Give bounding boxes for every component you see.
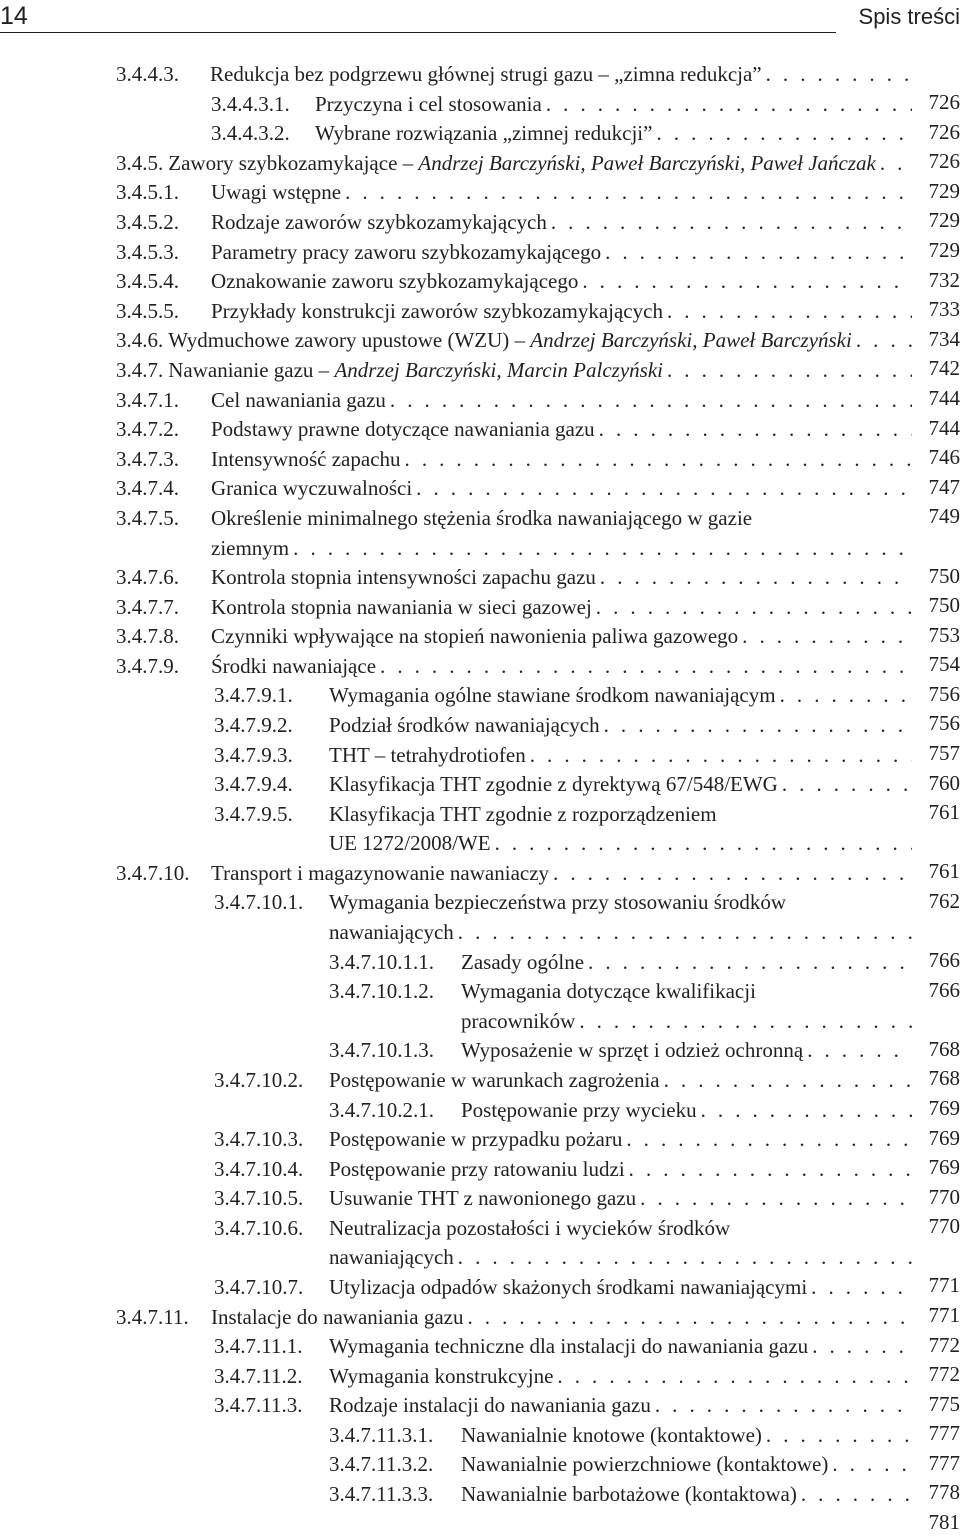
toc-entry-title-text: Postępowanie w warunkach zagrożenia	[329, 1068, 660, 1092]
toc-entry-page: 781	[928, 1510, 960, 1534]
toc-entry-title	[211, 386, 386, 414]
toc-entry-title-text: Postępowanie w przypadku pożaru	[329, 1127, 623, 1151]
dot-leader	[463, 1303, 912, 1331]
toc-entry-page: 749	[928, 504, 960, 528]
toc-entry-title-text: Granica wyczuwalności	[211, 476, 413, 500]
toc-entry-title-text: Wydmuchowe zawory upustowe (WZU) –	[168, 328, 531, 352]
toc-entry-title-text: Wybrane rozwiązania „zimnej redukcji”	[315, 121, 653, 145]
toc-entry-number: 3.4.7.10.6.	[214, 1216, 304, 1240]
toc-entry-title	[211, 474, 412, 502]
toc-entry-number: 3.4.7.10.1.3.	[329, 1038, 434, 1062]
dot-leader	[595, 415, 912, 443]
toc-entry-title	[329, 800, 717, 828]
toc-entry-title	[329, 741, 526, 769]
toc-entry-page: 777	[928, 1451, 960, 1475]
toc-entry-title	[329, 918, 454, 946]
toc-entry-number: 3.4.7.3.	[116, 447, 179, 471]
toc-entry-number: 3.4.7.10.4.	[214, 1157, 304, 1181]
toc-entry-number: 3.4.7.11.3.1.	[329, 1423, 434, 1447]
toc-entry-title	[461, 977, 756, 1005]
toc-entry-number: 3.4.7.9.	[116, 654, 179, 678]
toc-entry-number: 3.4.7.10.5.	[214, 1186, 304, 1210]
toc-entry-page: 772	[928, 1333, 960, 1357]
toc-entry	[116, 504, 960, 532]
dot-leader	[584, 948, 912, 976]
toc-entry-title	[211, 1303, 463, 1331]
toc-entry-title	[210, 60, 762, 88]
toc-entry-page: 754	[928, 652, 960, 676]
dot-leader	[578, 267, 912, 295]
toc-entry-title-text: Nawanialnie powierzchniowe (kontaktowe)	[461, 1452, 829, 1476]
toc-entry-author: Andrzej Barczyński, Paweł Barczyński	[530, 328, 852, 352]
toc-entry-title-text: Klasyfikacja THT zgodnie z dyrektywą 67/548/EWG	[329, 772, 778, 796]
toc-entry-title-text: Nawanialnie knotowe (kontaktowe)	[461, 1423, 762, 1447]
toc-entry-title	[211, 622, 738, 650]
toc-entry-number: 3.4.7.	[116, 358, 164, 382]
toc-entry-number: 3.4.7.10.1.1.	[329, 950, 434, 974]
toc-entry-title	[329, 1125, 622, 1153]
toc-entry-title	[211, 238, 601, 266]
toc-entry-title-text: Przyczyna i cel stosowania	[315, 92, 542, 116]
toc-entry-title-text: Nawanialnie barbotażowe (kontaktowa)	[461, 1482, 797, 1506]
toc-entry-title-text: Środki nawaniające	[211, 654, 377, 678]
toc-entry-title	[329, 681, 776, 709]
toc-entry-number: 3.4.7.11.1.	[214, 1334, 303, 1358]
toc-entry-number: 3.4.5.	[116, 151, 164, 175]
toc-entry-title-text: Przykłady konstrukcji zaworów szybkozamykających	[211, 299, 663, 323]
toc-entry-title	[168, 149, 876, 177]
toc-entry-page: 744	[928, 386, 960, 410]
dot-leader	[454, 1243, 912, 1271]
toc-entry-number: 3.4.7.11.3.3.	[329, 1482, 434, 1506]
dot-leader	[596, 563, 912, 591]
toc-entry-number: 3.4.7.9.2.	[214, 713, 293, 737]
toc-entry-number: 3.4.5.2.	[116, 210, 179, 234]
toc-entry-title-text: Rodzaje instalacji do nawaniania gazu	[329, 1393, 651, 1417]
dot-leader	[625, 1155, 912, 1183]
dot-leader	[575, 1007, 912, 1035]
dot-leader	[401, 445, 912, 473]
toc-entry-page: 726	[928, 149, 960, 173]
toc-entry-title	[329, 1243, 454, 1271]
toc-entry-title	[329, 1332, 808, 1360]
toc-entry-title-text: Transport i magazynowanie nawaniaczy	[211, 861, 550, 885]
toc-entry-title	[329, 1391, 651, 1419]
toc-entry-title-text: Kontrola stopnia nawaniania w sieci gazowej	[211, 595, 592, 619]
toc-entry-number: 3.4.7.11.2.	[214, 1364, 303, 1388]
toc-entry-number: 3.4.7.5.	[116, 506, 179, 530]
toc-entry-page: 750	[928, 564, 960, 588]
toc-entry-page: 768	[928, 1066, 960, 1090]
toc-entry-page: 760	[928, 771, 960, 795]
dot-leader	[549, 859, 912, 887]
toc-entry-page: 766	[928, 978, 960, 1002]
toc-entry-number: 3.4.7.11.3.	[214, 1393, 303, 1417]
toc-entry-page: 726	[928, 120, 960, 144]
toc-entry-title	[168, 326, 852, 354]
dot-leader	[663, 356, 912, 384]
toc-entry-page: 729	[928, 179, 960, 203]
dot-leader	[341, 178, 912, 206]
toc-entry-title	[461, 1007, 575, 1035]
toc-entry	[214, 800, 960, 828]
toc-entry-number: 3.4.7.9.5.	[214, 802, 293, 826]
toc-entry-title-text: Wymagania techniczne dla instalacji do nawaniania gazu	[329, 1334, 809, 1358]
toc-entry-number: 3.4.5.5.	[116, 299, 179, 323]
toc-entry-title-text: Redukcja bez podgrzewu głównej strugi gazu – „zimna redukcja”	[210, 62, 762, 86]
toc-entry-title	[329, 1214, 730, 1242]
toc-entry-title	[329, 888, 786, 916]
dot-leader	[289, 534, 912, 562]
toc-entry-page: 769	[928, 1096, 960, 1120]
toc-entry-title-text: Wymagania bezpieczeństwa przy stosowaniu środków	[329, 890, 787, 914]
toc-entry-page: 732	[928, 268, 960, 292]
toc-entry-page: 734	[928, 327, 960, 351]
toc-entry-page: 747	[928, 475, 960, 499]
toc-entry-page: 756	[928, 711, 960, 735]
toc-entry-title-text: Cel nawaniania gazu	[211, 388, 386, 412]
toc-entry-title-text: Nawanianie gazu –	[168, 358, 335, 382]
toc-entry-title	[211, 504, 752, 532]
toc-entry-title-text: nawaniających	[329, 1245, 454, 1269]
toc-entry-title	[329, 770, 778, 798]
dot-leader	[454, 918, 912, 946]
toc-entry-number: 3.4.7.7.	[116, 595, 179, 619]
toc-entry-title	[211, 208, 547, 236]
toc-entry-number: 3.4.5.1.	[116, 180, 179, 204]
toc-entry-title-text: Utylizacja odpadów skażonych środkami nawaniającymi	[329, 1275, 808, 1299]
toc-entry-title-text: Postępowanie przy ratowaniu ludzi	[329, 1157, 625, 1181]
toc-entry-page: 772	[928, 1362, 960, 1386]
toc-entry-page: 750	[928, 593, 960, 617]
toc-entry-page: 746	[928, 445, 960, 469]
toc-entry-title-text: THT – tetrahydrotiofen	[329, 743, 526, 767]
toc-entry-title-text: ziemnym	[211, 536, 290, 560]
toc-entry-title-text: Podział środków nawaniających	[329, 713, 600, 737]
toc-entry-title	[315, 90, 542, 118]
dot-leader	[660, 1066, 912, 1094]
toc-entry-title	[211, 415, 595, 443]
dot-leader	[553, 1362, 912, 1390]
toc-entry-title	[461, 1480, 797, 1508]
toc-entry-number: 3.4.7.10.2.	[214, 1068, 304, 1092]
toc-entry-title	[211, 297, 663, 325]
toc-entry-title-text: Instalacje do nawaniania gazu	[211, 1305, 464, 1329]
toc-entry-number: 3.4.4.3.2.	[211, 121, 290, 145]
dot-leader	[762, 60, 912, 88]
toc-entry-title-text: Klasyfikacja THT zgodnie z rozporządzeniem	[329, 802, 717, 826]
toc-entry-page: 726	[928, 90, 960, 114]
dot-leader	[697, 1096, 912, 1124]
toc-entry-number: 3.4.7.4.	[116, 476, 179, 500]
dot-leader	[762, 1421, 912, 1449]
toc-entry-title-text: Usuwanie THT z nawonionego gazu	[329, 1186, 637, 1210]
toc-entry-page: 769	[928, 1155, 960, 1179]
toc-entry-number: 3.4.7.9.3.	[214, 743, 293, 767]
toc-entry-title	[329, 829, 491, 857]
dot-leader	[636, 1184, 912, 1212]
toc-entry	[214, 1214, 960, 1242]
toc-entry-title-text: pracowników	[461, 1009, 576, 1033]
toc-entry-number: 3.4.7.10.1.	[214, 890, 304, 914]
toc-entry-title-text: Czynniki wpływające na stopień nawonienia paliwa gazowego	[211, 624, 739, 648]
dot-leader	[491, 829, 912, 857]
toc-entry-number: 3.4.7.10.	[116, 861, 190, 885]
toc-entry-page: 753	[928, 623, 960, 647]
toc-entry-title-text: Kontrola stopnia intensywności zapachu gazu	[211, 565, 596, 589]
toc-entry-title	[315, 119, 652, 147]
toc-entry-number: 3.4.7.6.	[116, 565, 179, 589]
toc-entry-title	[461, 1450, 828, 1478]
toc-entry-title	[461, 1421, 762, 1449]
toc-entry-title	[461, 1036, 803, 1064]
dot-leader	[807, 1273, 912, 1301]
dot-leader	[526, 741, 912, 769]
toc-entry-title	[211, 859, 549, 887]
toc-entry-title	[211, 563, 596, 591]
toc-entry-number: 3.4.7.10.1.2.	[329, 979, 434, 1003]
toc-entry-author: Andrzej Barczyński, Paweł Barczyński, Paweł Jańczak	[418, 151, 876, 175]
toc-entry-page: 762	[928, 889, 960, 913]
toc-entry-title-text: nawaniających	[329, 920, 454, 944]
toc-entry-number: 3.4.5.3.	[116, 240, 179, 264]
toc-entry-title-text: Uwagi wstępne	[211, 180, 342, 204]
toc-entry-page: 729	[928, 238, 960, 262]
dot-leader	[778, 770, 912, 798]
toc-entry-title-text: Zawory szybkozamykające –	[168, 151, 419, 175]
toc-entry-page: 757	[928, 741, 960, 765]
toc-entry-page: 733	[928, 297, 960, 321]
dot-leader	[601, 238, 912, 266]
toc-entry-page: 766	[928, 948, 960, 972]
toc-entry-title	[211, 445, 401, 473]
dot-leader	[600, 711, 912, 739]
toc-entry-number: 3.4.7.1.	[116, 388, 179, 412]
dot-leader	[652, 119, 912, 147]
dot-leader	[547, 208, 912, 236]
toc-entry-title-text: Wymagania dotyczące kwalifikacji	[461, 979, 756, 1003]
dot-leader	[828, 1450, 912, 1478]
toc-entry-page: 744	[928, 416, 960, 440]
toc-entry-number: 3.4.7.9.4.	[214, 772, 293, 796]
toc-entry-number: 3.4.7.10.3.	[214, 1127, 304, 1151]
dot-leader	[808, 1332, 912, 1360]
toc-entry-title-text: Wyposażenie w sprzęt i odzież ochronną	[461, 1038, 804, 1062]
toc-entry-page: 770	[928, 1214, 960, 1238]
toc-entry-number: 3.4.7.8.	[116, 624, 179, 648]
dot-leader	[876, 149, 912, 177]
toc-entry-page: 761	[928, 859, 960, 883]
toc-entry	[329, 1480, 960, 1534]
toc-entry-title-text: Zasady ogólne	[461, 950, 585, 974]
toc-entry-page: 768	[928, 1037, 960, 1061]
toc-entry-number: 3.4.7.10.7.	[214, 1275, 304, 1299]
toc-entry-page: 770	[928, 1185, 960, 1209]
toc-entry-title	[168, 356, 663, 384]
dot-leader	[663, 297, 912, 325]
toc-entry-author: Andrzej Barczyński, Marcin Palczyński	[334, 358, 663, 382]
toc-entry-title-text: Neutralizacja pozostałości i wycieków środków	[329, 1216, 731, 1240]
toc-entry-title-text: Określenie minimalnego stężenia środka nawaniającego w gazie	[211, 506, 753, 530]
toc-entry-title-text: Wymagania konstrukcyjne	[329, 1364, 554, 1388]
toc-entry-number: 3.4.4.3.1.	[211, 92, 290, 116]
toc-entry-page: 729	[928, 208, 960, 232]
dot-leader	[542, 90, 912, 118]
dot-leader	[776, 681, 912, 709]
toc-entry-page: 771	[928, 1273, 960, 1297]
toc-entry-page: 771	[928, 1303, 960, 1327]
toc-entry-title	[211, 267, 578, 295]
toc-entry	[329, 977, 960, 1005]
toc-entry-page: 756	[928, 682, 960, 706]
toc-entry-title-text: Wymagania ogólne stawiane środkom nawaniającym	[329, 683, 776, 707]
dot-leader	[412, 474, 912, 502]
toc-entry-title	[461, 948, 584, 976]
toc-entry-page: 778	[928, 1480, 960, 1504]
toc-entry-title-text: Parametry pracy zaworu szybkozamykającego	[211, 240, 602, 264]
dot-leader	[738, 622, 912, 650]
page-number: 14	[0, 2, 28, 30]
toc-entry-title	[329, 1184, 636, 1212]
dot-leader	[852, 326, 912, 354]
toc-entry-title-text: UE 1272/2008/WE	[329, 831, 491, 855]
toc-entry-number: 3.4.7.10.2.1.	[329, 1098, 434, 1122]
toc-entry-title	[211, 593, 592, 621]
toc-entry-number: 3.4.7.9.1.	[214, 683, 293, 707]
toc-entry-title	[211, 178, 341, 206]
dot-leader	[386, 386, 912, 414]
dot-leader	[622, 1125, 912, 1153]
toc-entry-title	[211, 652, 376, 680]
toc-entry-title	[329, 1362, 553, 1390]
running-title: Spis treści	[858, 4, 960, 29]
toc-entry-number: 3.4.7.2.	[116, 417, 179, 441]
toc-entry-page: 775	[928, 1392, 960, 1416]
toc-entry-title-text: Oznakowanie zaworu szybkozamykającego	[211, 269, 579, 293]
toc-entry-title	[329, 1066, 660, 1094]
toc-entry-number: 3.4.7.11.3.2.	[329, 1452, 434, 1476]
toc-entry-title-text: Podstawy prawne dotyczące nawaniania gazu	[211, 417, 595, 441]
toc-entry-title-text: Intensywność zapachu	[211, 447, 401, 471]
dot-leader	[592, 593, 912, 621]
dot-leader	[797, 1480, 912, 1508]
toc-entry-page: 769	[928, 1126, 960, 1150]
toc-entry-title	[329, 1273, 807, 1301]
toc-entry-title-text: Rodzaje zaworów szybkozamykających	[211, 210, 547, 234]
dot-leader	[651, 1391, 912, 1419]
toc-entry	[214, 888, 960, 916]
toc-entry-number: 3.4.7.11.	[116, 1305, 189, 1329]
dot-leader	[376, 652, 912, 680]
toc-entry-title	[329, 1155, 625, 1183]
toc-entry-page: 777	[928, 1421, 960, 1445]
toc-entry-title	[211, 534, 289, 562]
dot-leader	[803, 1036, 912, 1064]
toc-entry-number: 3.4.5.4.	[116, 269, 179, 293]
toc-entry-number: 3.4.4.3.	[116, 62, 179, 86]
toc-entry-title-text: Postępowanie przy wycieku	[461, 1098, 697, 1122]
toc-entry-number: 3.4.6.	[116, 328, 164, 352]
toc-entry-title	[329, 711, 600, 739]
toc-entry-page: 761	[928, 800, 960, 824]
toc-entry-title	[461, 1096, 697, 1124]
toc-entry-page: 742	[928, 356, 960, 380]
